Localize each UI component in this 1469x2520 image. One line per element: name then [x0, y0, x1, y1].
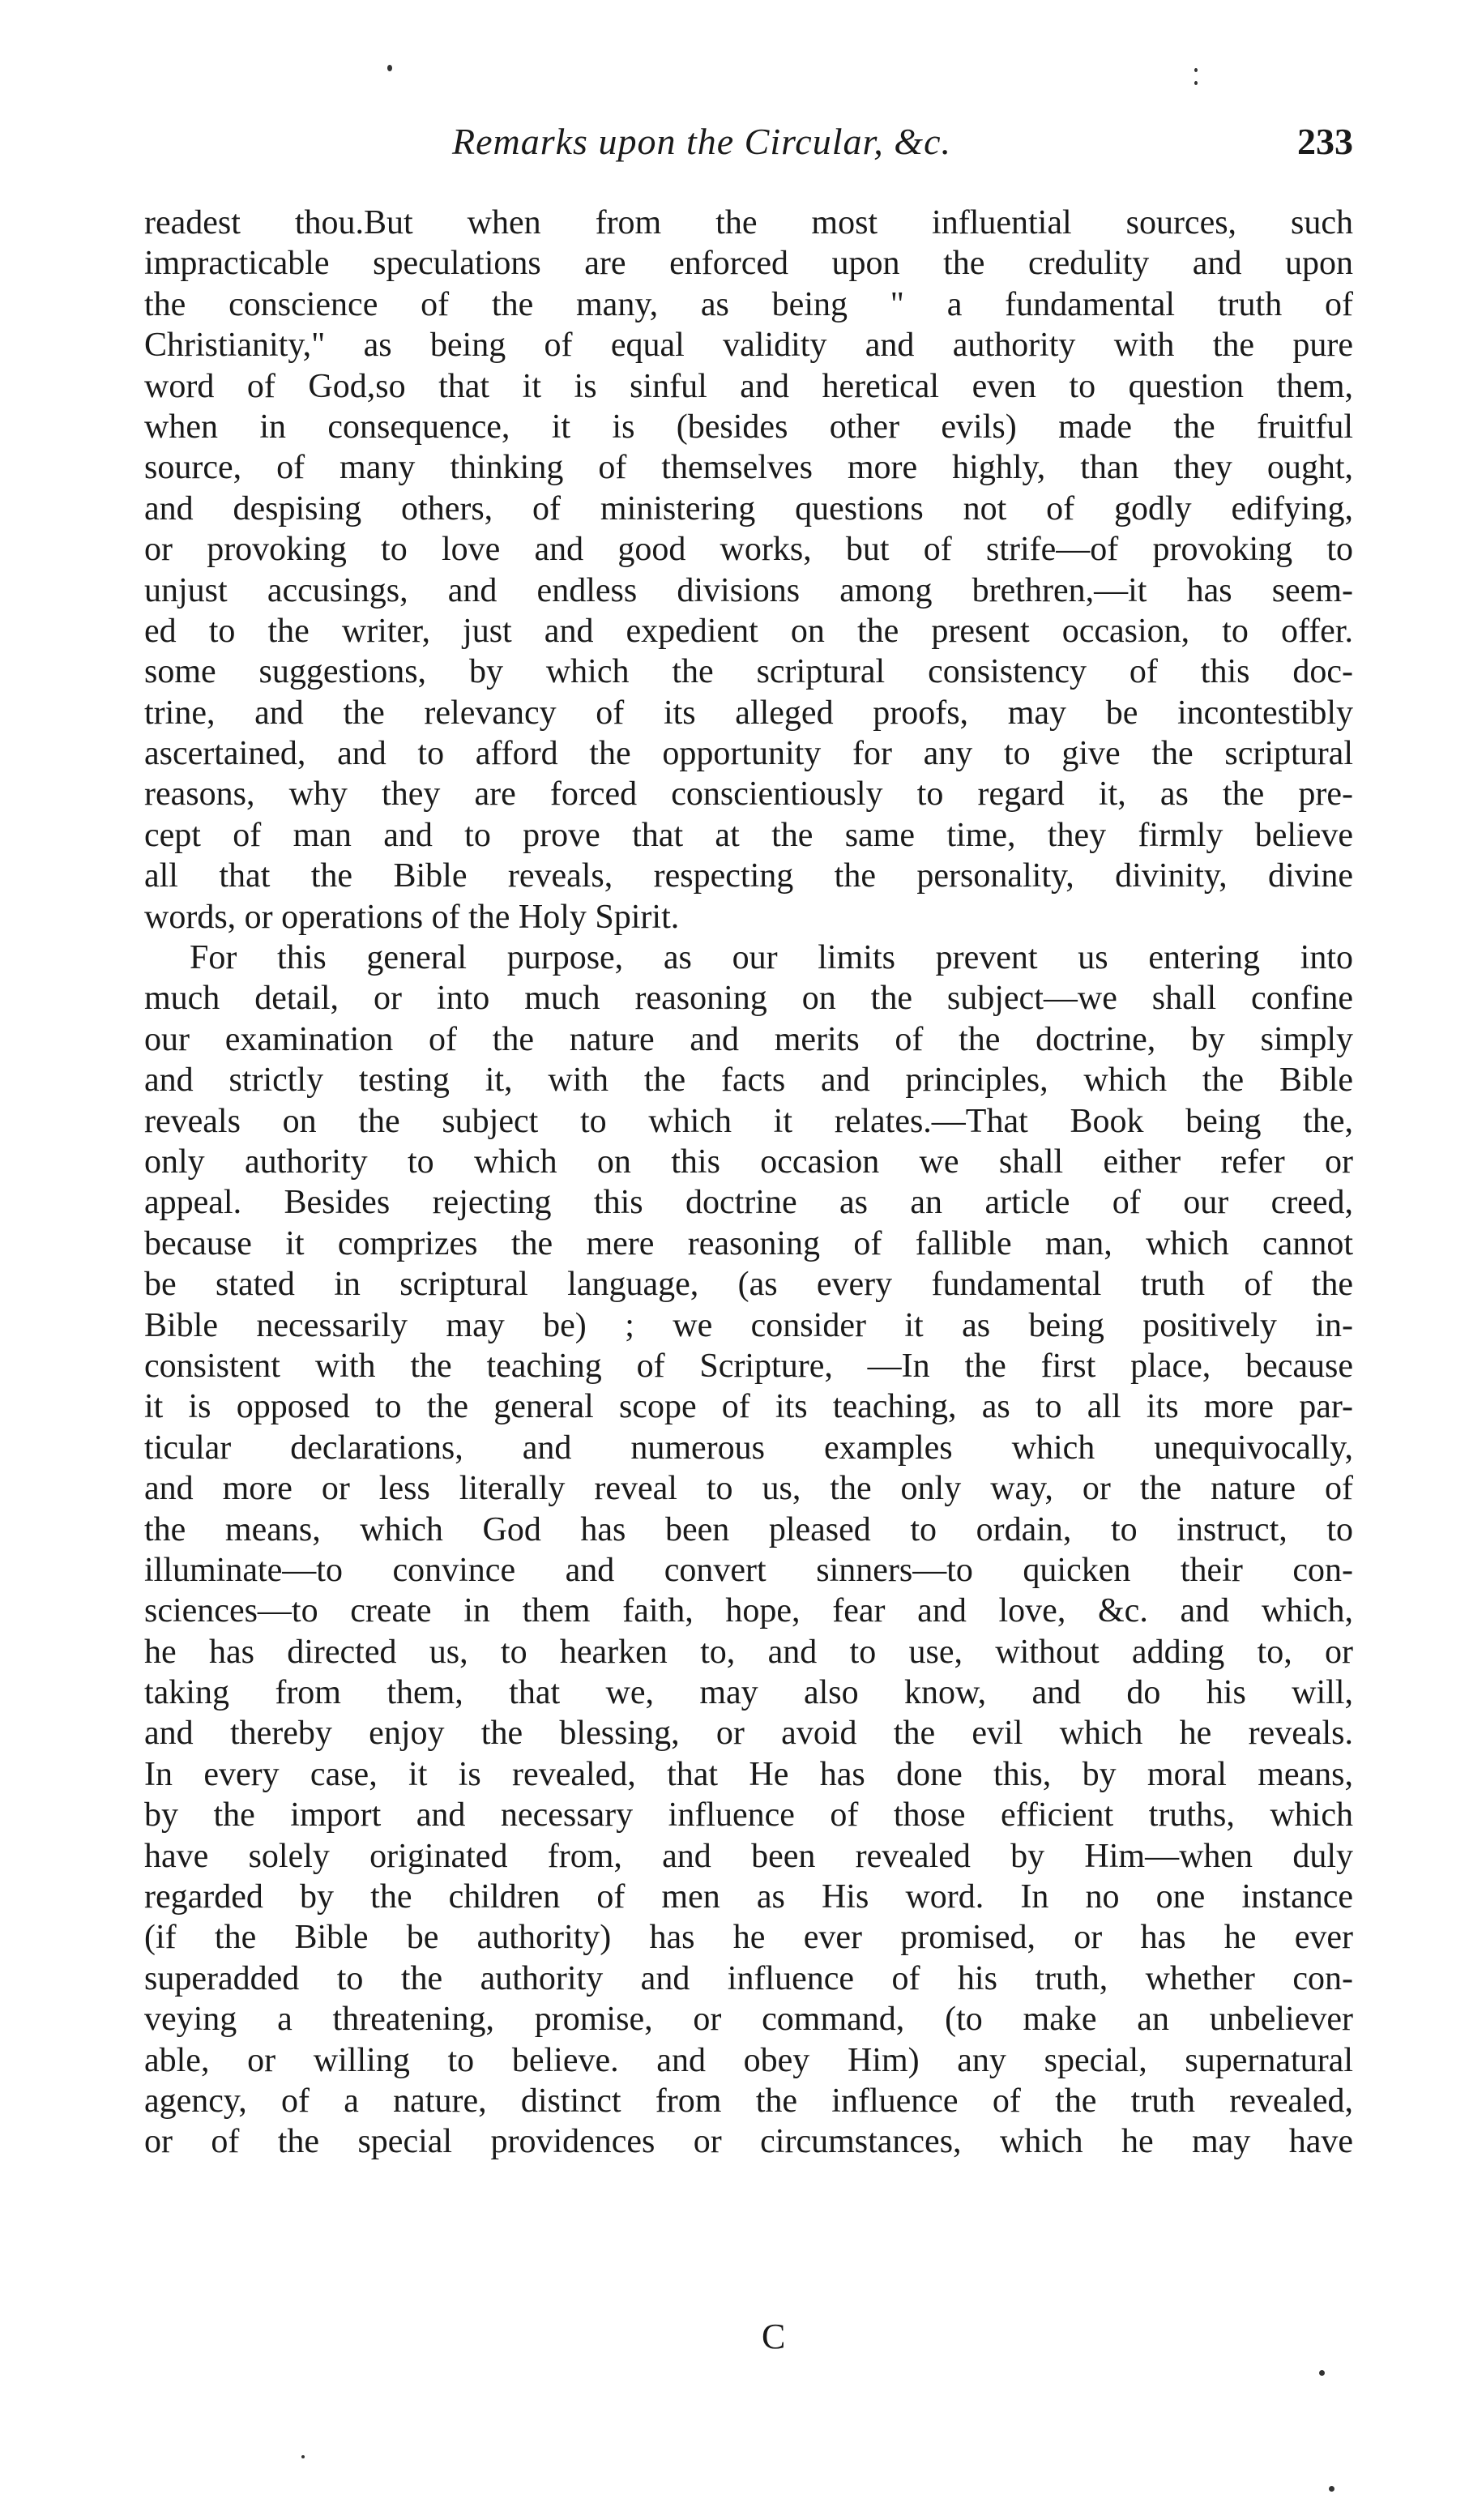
- text-line: able, or willing to believe. and obey Him) any special, supernatural: [144, 2041, 1353, 2079]
- text-line: when in consequence, it is (besides other evils) made the fruitful: [144, 408, 1353, 446]
- text-line: Bible necessarily may be) ; we consider it as being positively in-: [144, 1306, 1353, 1344]
- text-line: illuminate—to convince and convert sinners—to quicken their con-: [144, 1551, 1353, 1589]
- text-line: all that the Bible reveals, respecting the personality, divinity, divine: [144, 857, 1353, 895]
- text-line: In every case, it is revealed, that He has done this, by moral means,: [144, 1755, 1353, 1793]
- ink-speck: [301, 2455, 305, 2458]
- text-line: superadded to the authority and influence of his truth, whether con-: [144, 1959, 1353, 1997]
- text-line: because it comprizes the mere reasoning of fallible man, which cannot: [144, 1224, 1353, 1262]
- text-line: impracticable speculations are enforced upon the credulity and upon: [144, 245, 1353, 283]
- text-line: words, or operations of the Holy Spirit.: [144, 898, 680, 936]
- text-line: taking from them, that we, may also know, and do his will,: [144, 1674, 1353, 1712]
- ink-speck: [1194, 81, 1198, 85]
- text-line: he has directed us, to hearken to, and to use, without adding to, or: [144, 1633, 1353, 1671]
- text-line: and strictly testing it, with the facts and principles, which the Bible: [144, 1061, 1353, 1100]
- text-line: much detail, or into much reasoning on the subject—we shall confine: [144, 980, 1353, 1018]
- text-line: reveals on the subject to which it relates.—That Book being the,: [144, 1102, 1353, 1140]
- text-line: word of God,so that it is sinful and heretical even to question them,: [144, 367, 1353, 405]
- page-number: 233: [1297, 121, 1353, 162]
- ink-speck: [387, 65, 392, 71]
- page-header: [144, 120, 1353, 177]
- running-title: Remarks upon the Circular, &c.: [452, 121, 952, 162]
- text-line: and despising others, of ministering questions not of godly edifying,: [144, 489, 1353, 527]
- text-line: our examination of the nature and merits of the doctrine, by simply: [144, 1020, 1353, 1058]
- text-line: agency, of a nature, distinct from the influence of the truth revealed,: [144, 2082, 1353, 2120]
- text-line: have solely originated from, and been revealed by Him—when duly: [144, 1837, 1353, 1875]
- text-line: trine, and the relevancy of its alleged proofs, may be incontestibly: [144, 694, 1353, 732]
- signature-mark: C: [762, 2317, 786, 2356]
- text-line: For this general purpose, as our limits prevent us entering into: [190, 939, 1353, 977]
- text-line: ed to the writer, just and expedient on the present occasion, to offer.: [144, 612, 1353, 650]
- text-line: some suggestions, by which the scriptural consistency of this doc-: [144, 653, 1353, 691]
- text-line: cept of man and to prove that at the same time, they firmly believe: [144, 816, 1353, 854]
- text-line: the means, which God has been pleased to ordain, to instruct, to: [144, 1510, 1353, 1548]
- text-line: ascertained, and to afford the opportunity for any to give the scriptural: [144, 735, 1353, 773]
- ink-speck: [1329, 2486, 1334, 2492]
- text-line: ticular declarations, and numerous examples which unequivocally,: [144, 1429, 1353, 1467]
- text-line: veying a threatening, promise, or command, (to make an unbeliever: [144, 2001, 1353, 2039]
- text-line: regarded by the children of men as His word. In no one instance: [144, 1878, 1353, 1916]
- text-line: or of the special providences or circumstances, which he may have: [144, 2123, 1353, 2161]
- text-line: by the import and necessary influence of those efficient truths, which: [144, 1796, 1353, 1834]
- body-text: [144, 203, 1353, 2163]
- text-line: (if the Bible be authority) has he ever promised, or has he ever: [144, 1919, 1353, 1957]
- paragraph-2: [144, 938, 1353, 2163]
- text-line: readest thou.But when from the most influential sources, such: [144, 204, 1353, 241]
- text-line: the conscience of the many, as being " a fundamental truth of: [144, 285, 1353, 323]
- text-line: source, of many thinking of themselves more highly, than they ought,: [144, 449, 1353, 487]
- text-line: or provoking to love and good works, but of strife—of provoking to: [144, 531, 1353, 569]
- text-line: Christianity," as being of equal validity and authority with the pure: [144, 327, 1353, 365]
- text-line: and thereby enjoy the blessing, or avoid the evil which he reveals.: [144, 1715, 1353, 1753]
- text-line: consistent with the teaching of Scripture, —In the first place, because: [144, 1347, 1353, 1385]
- ink-speck: [1194, 68, 1198, 72]
- text-line: and more or less literally reveal to us, the only way, or the nature of: [144, 1470, 1353, 1508]
- text-line: only authority to which on this occasion we shall either refer or: [144, 1143, 1353, 1181]
- text-line: reasons, why they are forced conscientiously to regard it, as the pre-: [144, 775, 1353, 814]
- ink-speck: [1319, 2370, 1325, 2376]
- text-line: appeal. Besides rejecting this doctrine as an article of our creed,: [144, 1184, 1353, 1222]
- text-line: it is opposed to the general scope of its teaching, as to all its more par-: [144, 1388, 1353, 1426]
- text-line: unjust accusings, and endless divisions among brethren,—it has seem-: [144, 571, 1353, 609]
- text-line: be stated in scriptural language, (as every fundamental truth of the: [144, 1266, 1353, 1304]
- paragraph-1: [144, 203, 1353, 938]
- text-line: sciences—to create in them faith, hope, fear and love, &c. and which,: [144, 1592, 1353, 1630]
